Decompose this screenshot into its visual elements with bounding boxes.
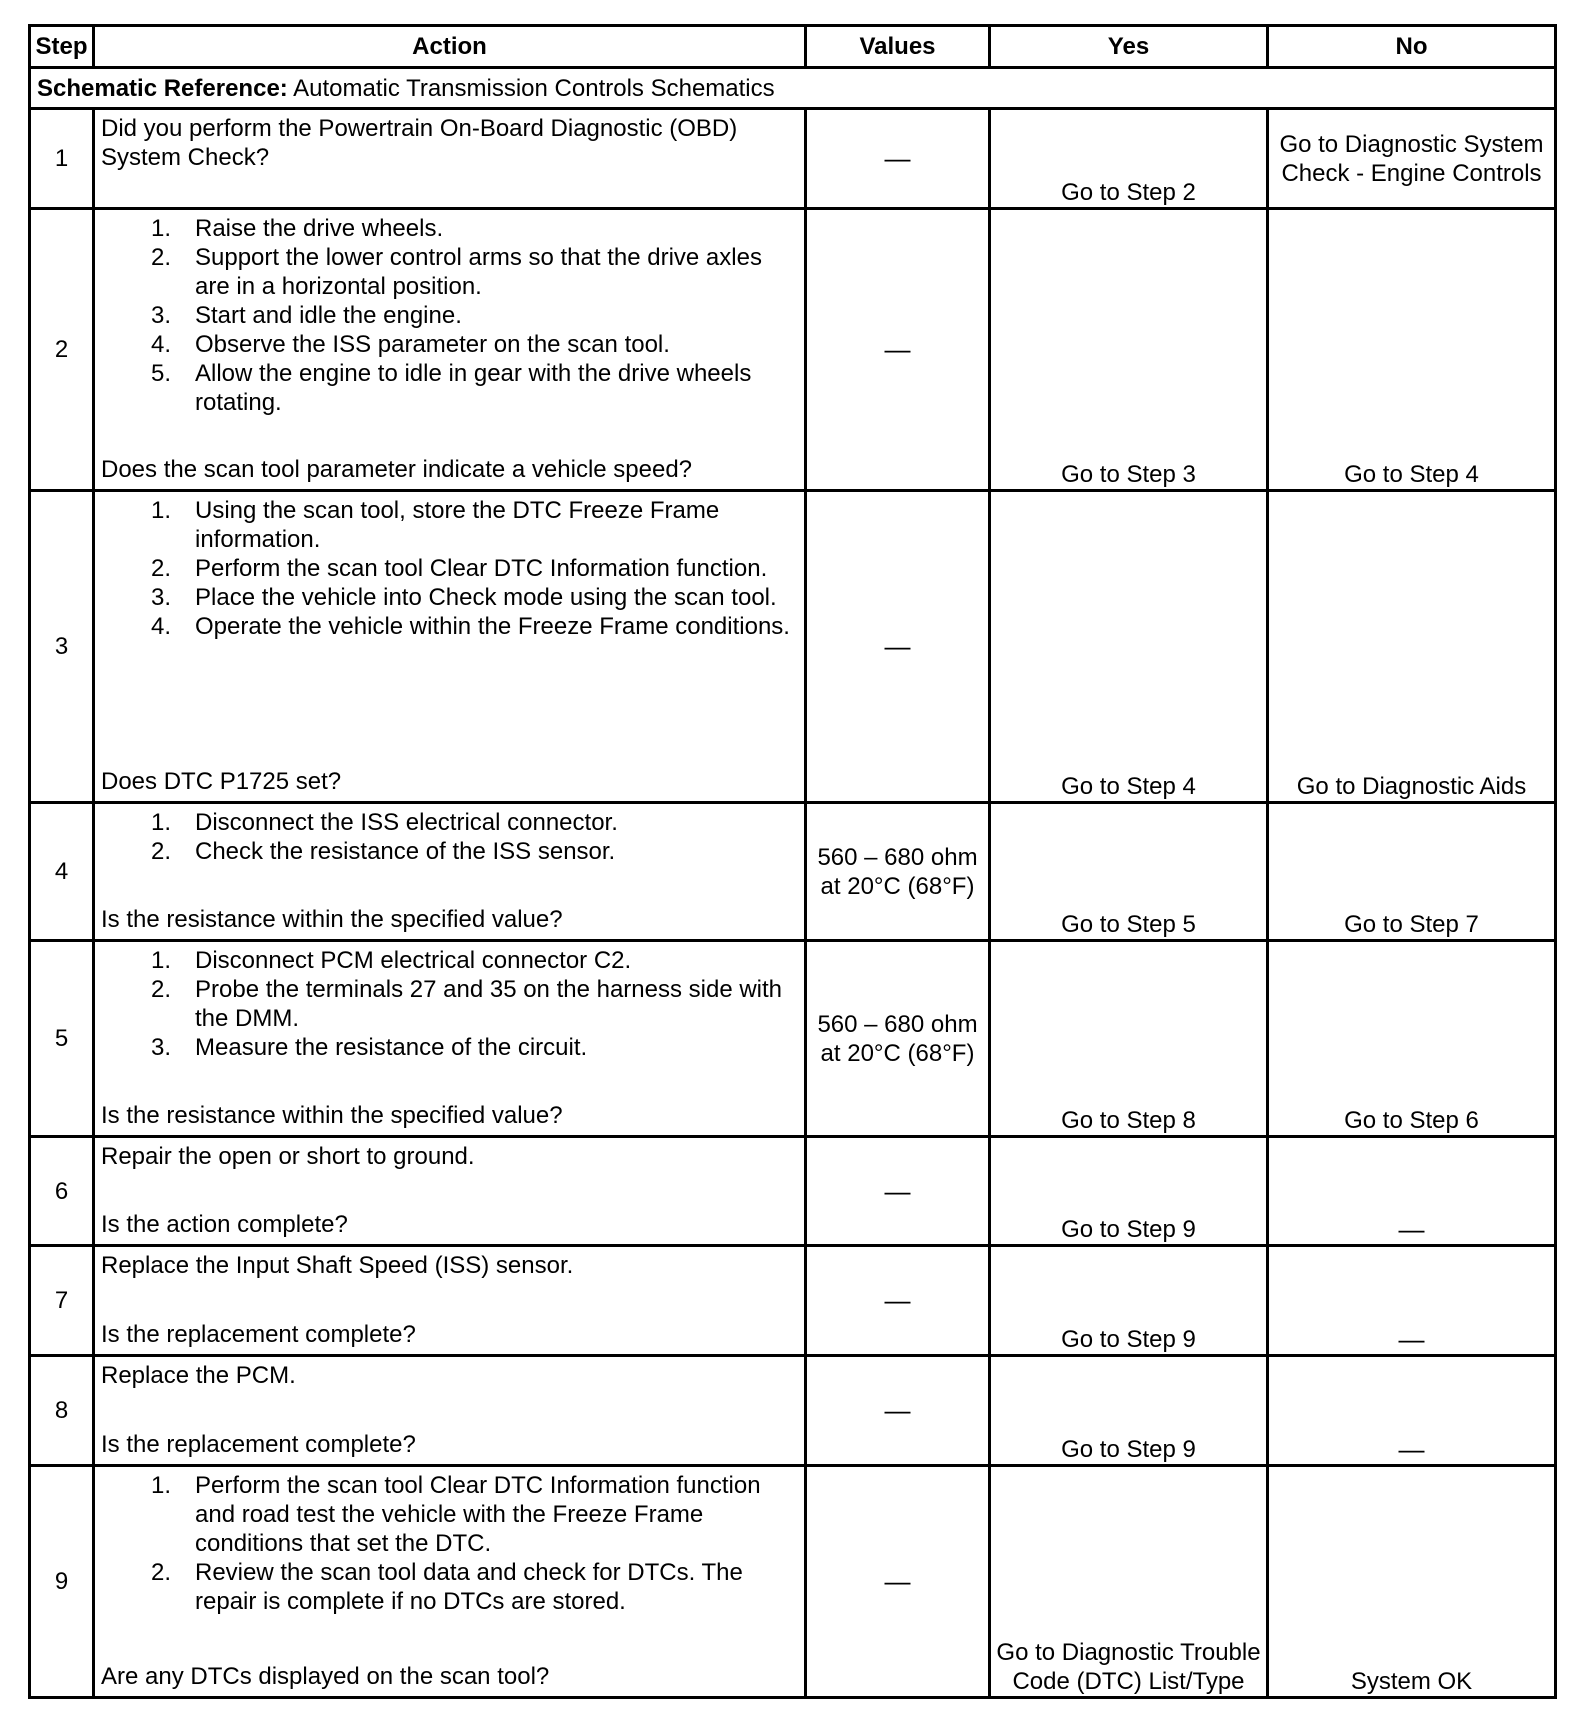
no-cell: Go to Diagnostic Aids [1268, 491, 1556, 803]
item-number: 5. [151, 360, 172, 387]
header-step: Step [30, 26, 94, 68]
item-text: Operate the vehicle within the Freeze Frame conditions. [195, 613, 790, 640]
action-cell [94, 1466, 806, 1698]
table-row [30, 491, 1556, 803]
item-text: Start and idle the engine. [195, 302, 462, 329]
item-text: Support the lower control arms so that the drive axles are in a horizontal position. [195, 244, 762, 300]
item-number: 1. [151, 497, 172, 524]
action-cell [94, 1137, 806, 1246]
action-cell [94, 1356, 806, 1466]
action-cell [94, 109, 806, 209]
yes-cell: Go to Step 5 [990, 803, 1268, 941]
step-number: 1 [30, 109, 94, 209]
yes-cell: Go to Diagnostic Trouble Code (DTC) List/Type [990, 1466, 1268, 1698]
list-item [101, 1558, 798, 1616]
item-text: Observe the ISS parameter on the scan tool. [195, 331, 670, 358]
list-item [101, 1033, 798, 1062]
yes-cell: Go to Step 9 [990, 1137, 1268, 1246]
schematic-reference [30, 68, 1556, 109]
step-number: 9 [30, 1466, 94, 1698]
header-yes: Yes [990, 26, 1268, 68]
list-item [101, 214, 798, 243]
table-row [30, 1137, 1556, 1246]
list-item [101, 612, 798, 641]
item-text: Probe the terminals 27 and 35 on the harness side with the DMM. [195, 976, 783, 1032]
no-cell: Go to Step 7 [1268, 803, 1556, 941]
list-item [101, 837, 798, 866]
schematic-label: Schematic Reference: [37, 74, 288, 102]
header-action: Action [94, 26, 806, 68]
values-cell: — [806, 1246, 990, 1356]
no-cell: Go to Step 6 [1268, 941, 1556, 1137]
list-item [101, 330, 798, 359]
values-cell: — [806, 109, 990, 209]
no-cell: — [1268, 1356, 1556, 1466]
item-number: 1. [151, 947, 172, 974]
action-cell [94, 1246, 806, 1356]
no-cell: Go to Diagnostic System Check - Engine Controls [1268, 109, 1556, 209]
item-text: Check the resistance of the ISS sensor. [195, 838, 616, 865]
item-number: 1. [151, 1472, 172, 1499]
no-cell: Go to Step 4 [1268, 209, 1556, 491]
table-row [30, 941, 1556, 1137]
yes-cell: Go to Step 8 [990, 941, 1268, 1137]
action-cell [94, 491, 806, 803]
item-number: 3. [151, 302, 172, 329]
yes-cell: Go to Step 2 [990, 109, 1268, 209]
item-number: 2. [151, 976, 172, 1003]
item-text: Allow the engine to idle in gear with the drive wheels rotating. [195, 360, 752, 416]
diagnostic-table [28, 24, 1557, 1699]
schematic-row [30, 68, 1556, 109]
item-text: Using the scan tool, store the DTC Freeze Frame information. [195, 497, 720, 553]
action-cell [94, 941, 806, 1137]
table-row [30, 1246, 1556, 1356]
no-cell: — [1268, 1137, 1556, 1246]
step-number: 7 [30, 1246, 94, 1356]
item-number: 2. [151, 555, 172, 582]
table-row [30, 803, 1556, 941]
yes-cell: Go to Step 9 [990, 1356, 1268, 1466]
step-number: 8 [30, 1356, 94, 1466]
item-number: 3. [151, 1034, 172, 1061]
value-range: 560 – 680 ohm [817, 843, 978, 871]
action-cell [94, 803, 806, 941]
action-steps [101, 808, 798, 866]
header-values: Values [806, 26, 990, 68]
action-question: Is the resistance within the specified value? [101, 1102, 563, 1129]
values-cell [806, 803, 990, 941]
table-row [30, 1356, 1556, 1466]
value-condition: at 20°C (68°F) [820, 872, 975, 900]
list-item [101, 243, 798, 301]
list-item [101, 975, 798, 1033]
item-number: 1. [151, 809, 172, 836]
item-number: 2. [151, 244, 172, 271]
list-item [101, 808, 798, 837]
values-cell: — [806, 209, 990, 491]
action-question: Are any DTCs displayed on the scan tool? [101, 1663, 550, 1690]
table-row [30, 209, 1556, 491]
action-text: Replace the Input Shaft Speed (ISS) sensor. [101, 1252, 574, 1279]
action-text: Did you perform the Powertrain On-Board Diagnostic (OBD) System Check? [101, 115, 738, 171]
item-text: Place the vehicle into Check mode using the scan tool. [195, 584, 777, 611]
no-cell: — [1268, 1246, 1556, 1356]
yes-cell: Go to Step 9 [990, 1246, 1268, 1356]
action-question: Does DTC P1725 set? [101, 768, 342, 795]
action-question: Does the scan tool parameter indicate a vehicle speed? [101, 456, 693, 483]
yes-cell: Go to Step 3 [990, 209, 1268, 491]
header-no: No [1268, 26, 1556, 68]
step-number: 6 [30, 1137, 94, 1246]
header-row [30, 26, 1556, 68]
no-cell: System OK [1268, 1466, 1556, 1698]
action-steps [101, 946, 798, 1062]
step-number: 5 [30, 941, 94, 1137]
values-cell [806, 941, 990, 1137]
list-item [101, 946, 798, 975]
list-item [101, 1471, 798, 1558]
item-number: 3. [151, 584, 172, 611]
action-steps [101, 214, 798, 417]
list-item [101, 583, 798, 612]
item-number: 1. [151, 215, 172, 242]
yes-cell: Go to Step 4 [990, 491, 1268, 803]
table-row [30, 109, 1556, 209]
list-item [101, 359, 798, 417]
list-item [101, 301, 798, 330]
item-number: 2. [151, 1559, 172, 1586]
item-text: Perform the scan tool Clear DTC Information function. [195, 555, 768, 582]
list-item [101, 496, 798, 554]
action-question: Is the resistance within the specified value? [101, 906, 563, 933]
action-question: Is the action complete? [101, 1211, 348, 1238]
step-number: 2 [30, 209, 94, 491]
values-cell: — [806, 1137, 990, 1246]
action-text: Repair the open or short to ground. [101, 1143, 475, 1170]
item-text: Perform the scan tool Clear DTC Information function and road test the vehicle with the Freeze Frame conditions that set the DTC. [195, 1472, 761, 1557]
action-question: Is the replacement complete? [101, 1321, 416, 1348]
table-row [30, 1466, 1556, 1698]
action-cell [94, 209, 806, 491]
item-text: Disconnect the ISS electrical connector. [195, 809, 618, 836]
schematic-text: Automatic Transmission Controls Schematics [293, 74, 775, 102]
item-number: 4. [151, 331, 172, 358]
list-item [101, 554, 798, 583]
values-cell: — [806, 1356, 990, 1466]
item-text: Review the scan tool data and check for DTCs. The repair is complete if no DTCs are stored. [195, 1559, 743, 1615]
item-number: 2. [151, 838, 172, 865]
action-question: Is the replacement complete? [101, 1431, 416, 1458]
item-text: Disconnect PCM electrical connector C2. [195, 947, 632, 974]
item-text: Raise the drive wheels. [195, 215, 444, 242]
item-text: Measure the resistance of the circuit. [195, 1034, 588, 1061]
value-condition: at 20°C (68°F) [820, 1039, 975, 1067]
action-text: Replace the PCM. [101, 1362, 296, 1389]
action-steps [101, 496, 798, 641]
item-number: 4. [151, 613, 172, 640]
value-range: 560 – 680 ohm [817, 1010, 978, 1038]
step-number: 3 [30, 491, 94, 803]
values-cell: — [806, 1466, 990, 1698]
action-steps [101, 1471, 798, 1616]
values-cell: — [806, 491, 990, 803]
step-number: 4 [30, 803, 94, 941]
